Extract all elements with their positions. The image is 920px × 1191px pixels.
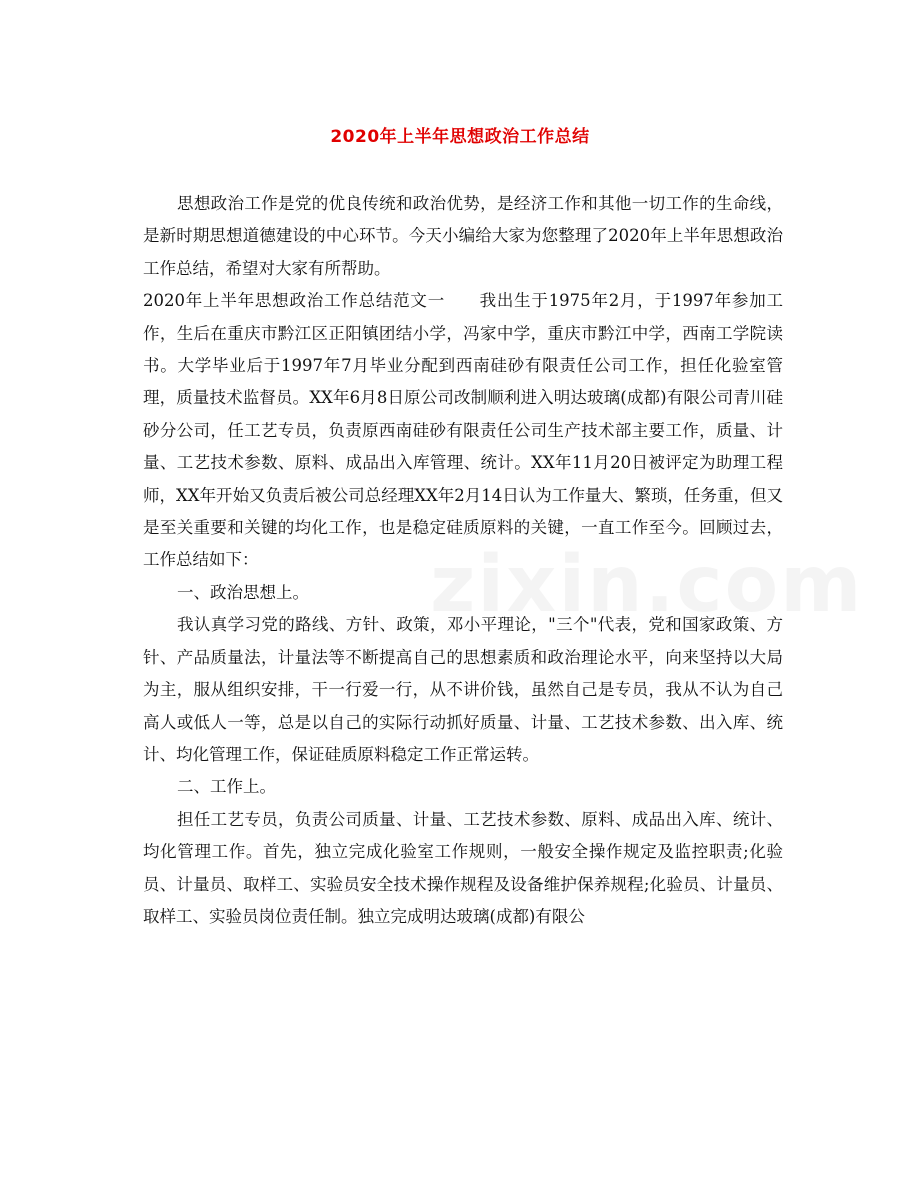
- paragraph-intro: 思想政治工作是党的优良传统和政治优势，是经济工作和其他一切工作的生命线，是新时期思想道德建设的中心环节。今天小编给大家为您整理了2020年上半年思想政治工作总结，希望对大家有所帮助。: [143, 194, 783, 278]
- section-heading-politics: 一、政治思想上。: [177, 582, 309, 602]
- document-title: 2020年上半年思想政治工作总结: [330, 127, 590, 147]
- paragraph-sample-one: 2020年上半年思想政治工作总结范文一 我出生于1975年2月，于1997年参加工作，生后在重庆市黔江区正阳镇团结小学，冯家中学，重庆市黔江中学，西南工学院读书。大学毕业后于1997年7月毕业分配到西南硅砂有限责任公司工作，担任化验室管理，质量技术监督员。XX年6月8日原公司改制顺利进入明达玻璃(成都)有限公司青川硅砂分公司，任工艺专员，负责原西南硅砂有限责任公司生产技术部主要工作，质量、计量、工艺技术参数、原料、成品出入库管理、统计。XX年11月20日被评定为助理工程师，XX年开始又负责后被公司总经理XX年2月14日认为工作量大、繁琐，任务重，但又是至关重要和关键的均化工作，也是稳定硅质原料的关键，一直工作至今。回顾过去，工作总结如下：: [143, 291, 783, 570]
- paragraph-politics: 我认真学习党的路线、方针、政策，邓小平理论，"三个"代表，党和国家政策、方针、产品质量法，计量法等不断提高自己的思想素质和政治理论水平，向来坚持以大局为主，服从组织安排，干一行爱一行，从不讲价钱，虽然自己是专员，我从不认为自己高人或低人一等，总是以自己的实际行动抓好质量、计量、工艺技术参数、出入库、统计、均化管理工作，保证硅质原料稳定工作正常运转。: [143, 615, 783, 764]
- paragraph-work: 担任工艺专员，负责公司质量、计量、工艺技术参数、原料、成品出入库、统计、均化管理工作。首先，独立完成化验室工作规则，一般安全操作规定及监控职责;化验员、计量员、取样工、实验员安全技术操作规程及设备维护保养规程;化验员、计量员、取样工、实验员岗位责任制。独立完成明达玻璃(成都)有限公: [143, 809, 783, 926]
- document-body: [143, 188, 783, 933]
- section-heading-work: 二、工作上。: [177, 777, 276, 797]
